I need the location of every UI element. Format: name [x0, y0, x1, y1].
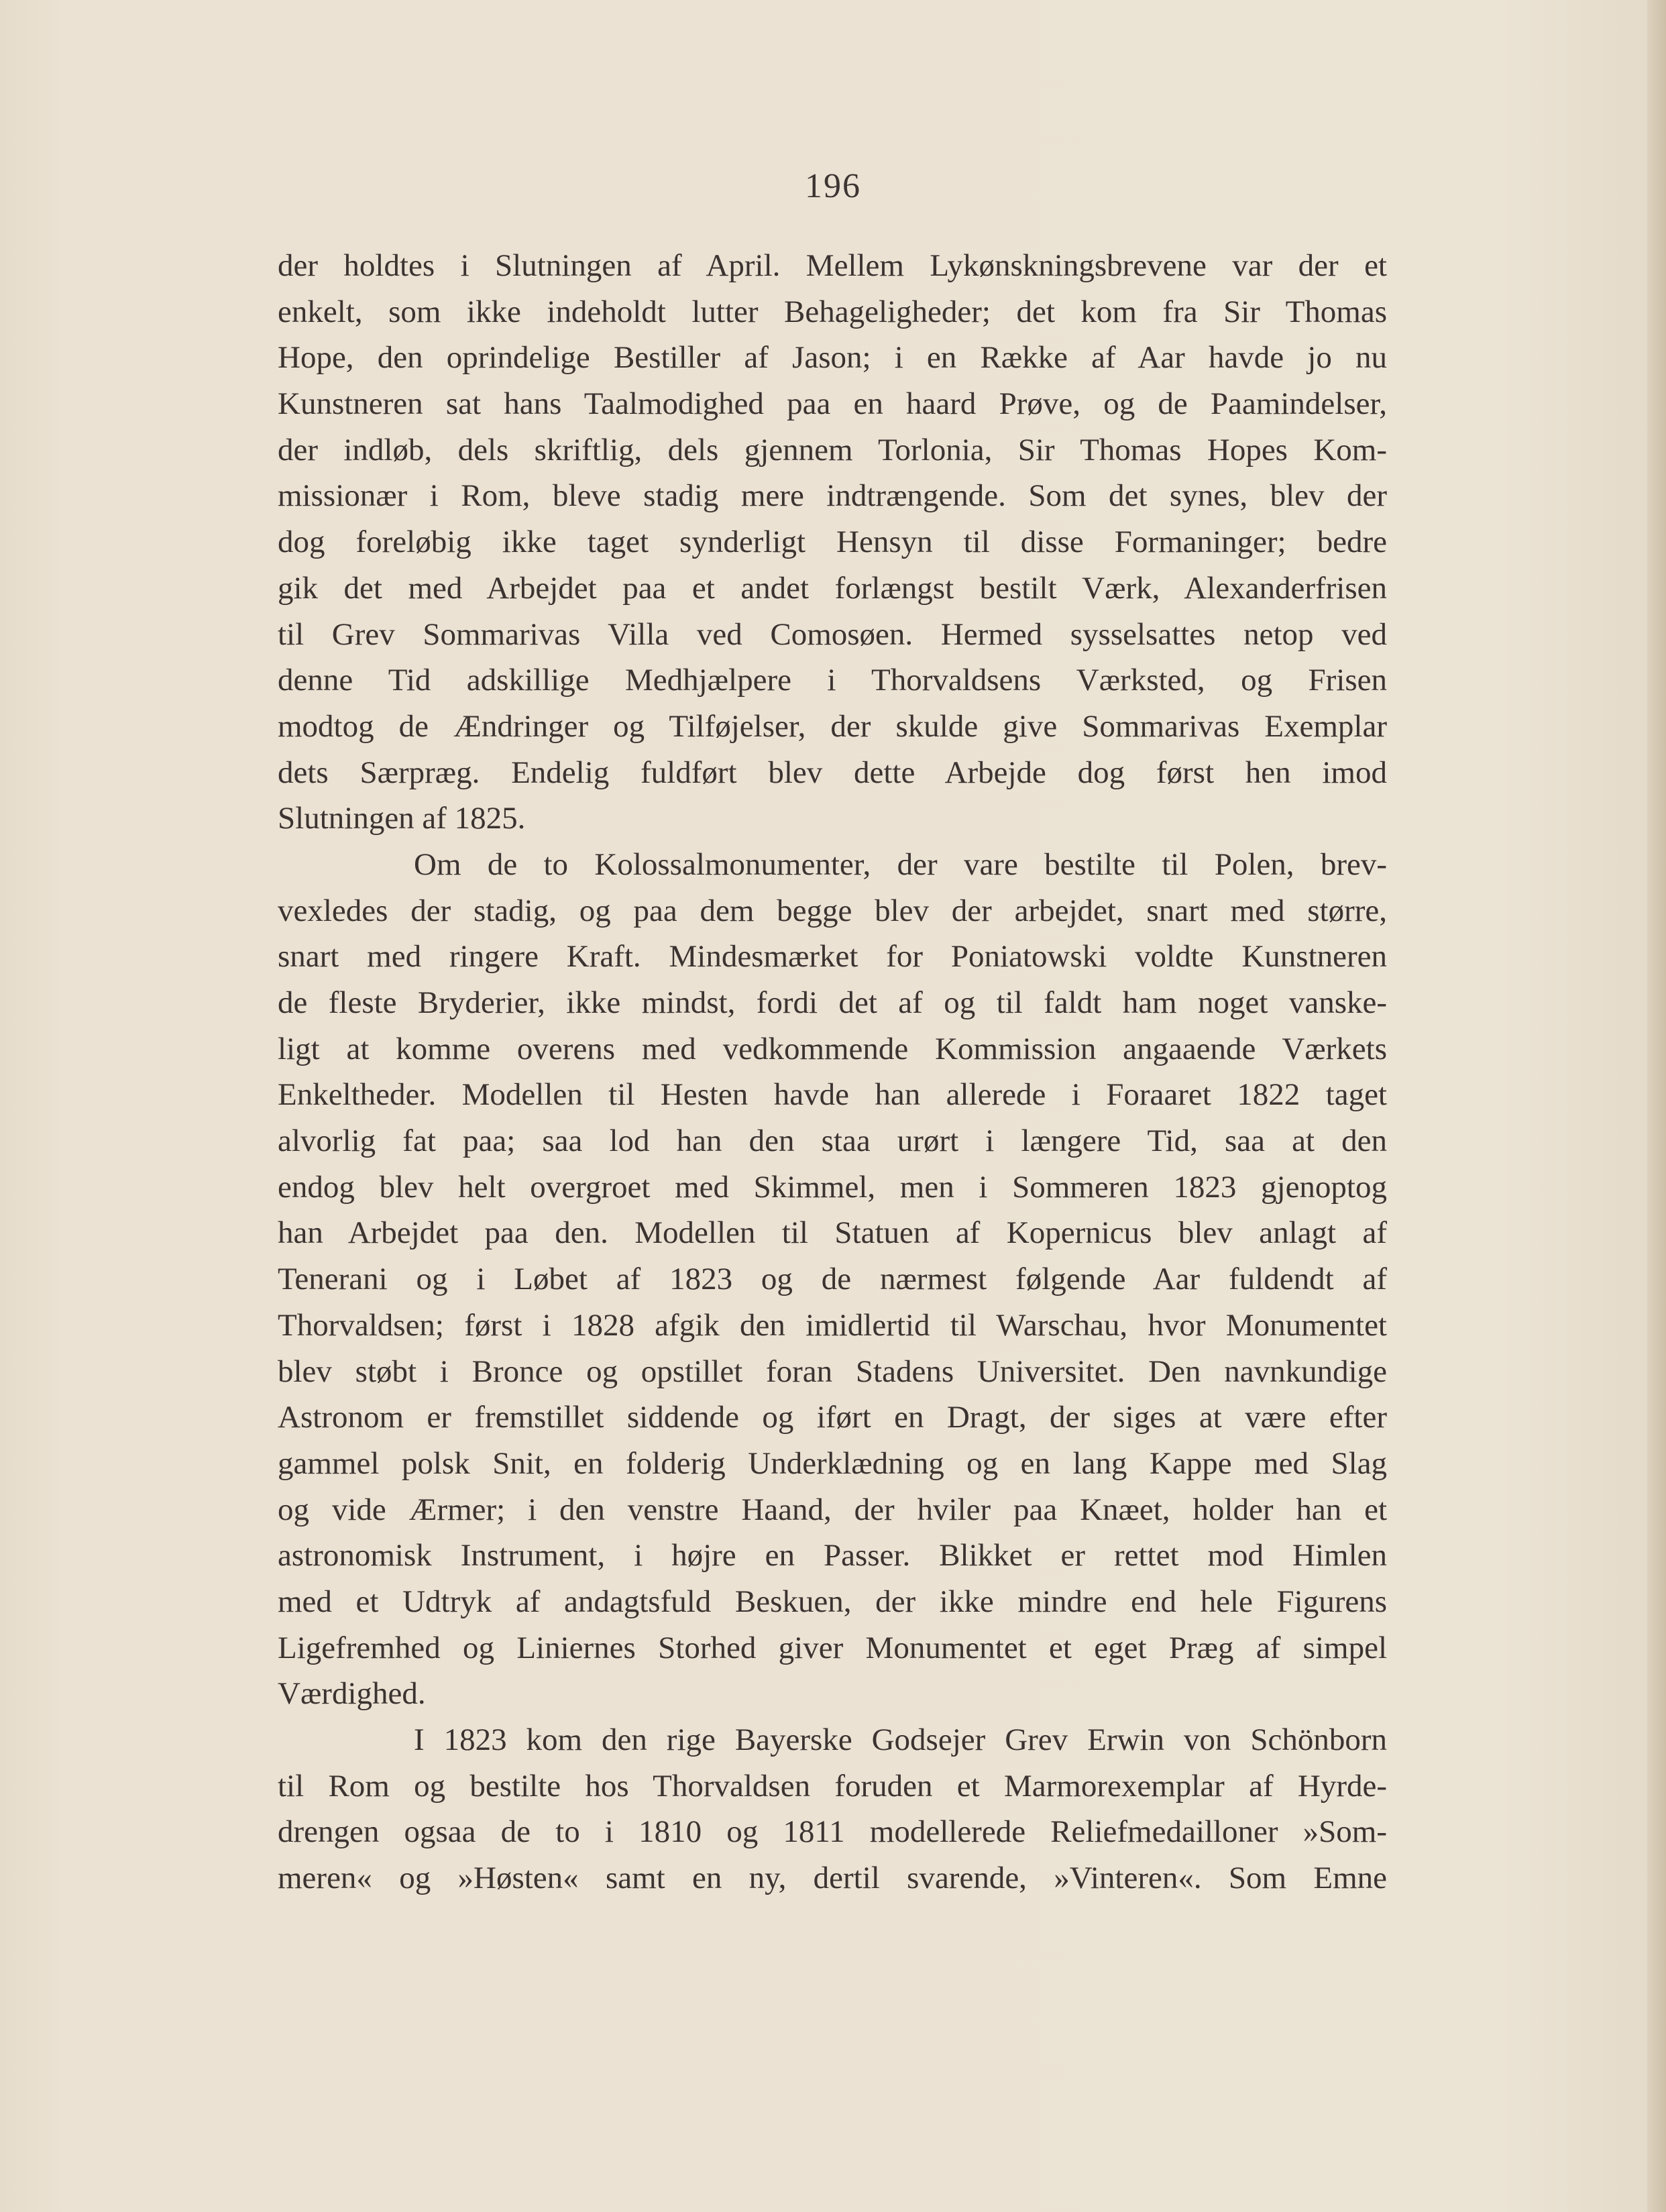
text-line: der indløb, dels skriftlig, dels gjennem Torlonia, Sir Thomas Hopes Kom- — [278, 432, 1387, 467]
text-line: med et Udtryk af andagtsfuld Beskuen, der ikke mindre end hele Figurens — [278, 1584, 1387, 1619]
text-line: Enkeltheder. Modellen til Hesten havde han allerede i Foraaret 1822 taget — [278, 1077, 1387, 1113]
text-line: Om de to Kolossalmonumenter, der vare bestilte til Polen, brev- — [414, 846, 1387, 882]
text-line: til Grev Sommarivas Villa ved Comosøen. Hermed sysselsattes netop ved — [278, 616, 1387, 652]
text-line: snart med ringere Kraft. Mindesmærket for Poniatowski voldte Kunstneren — [278, 939, 1387, 975]
text-line: der holdtes i Slutningen af April. Mellem Lykønskningsbrevene var der et — [278, 248, 1387, 283]
text-line: ligt at komme overens med vedkommende Kommission angaaende Værkets — [278, 1031, 1387, 1066]
text-line: endog blev helt overgroet med Skimmel, men i Sommeren 1823 gjenoptog — [278, 1169, 1387, 1205]
text-line: dog foreløbig ikke taget synderligt Hensyn til disse Formaninger; bedre — [278, 524, 1387, 560]
text-line: meren« og »Høsten« samt en ny, dertil svarende, »Vinteren«. Som Emne — [278, 1861, 1387, 1896]
text-line: dets Særpræg. Endelig fuldført blev dette Arbejde dog først hen imod — [278, 755, 1387, 790]
body-text — [278, 243, 1387, 1901]
page-edge-shadow — [1647, 0, 1666, 2212]
text-line: han Arbejdet paa den. Modellen til Statuen af Kopernicus blev anlagt af — [278, 1215, 1387, 1251]
text-line: de fleste Bryderier, ikke mindst, fordi det af og til faldt ham noget vanske- — [278, 985, 1387, 1020]
text-line: Tenerani og i Løbet af 1823 og de nærmest følgende Aar fuldendt af — [278, 1262, 1387, 1297]
text-line: Værdighed. — [278, 1676, 426, 1712]
text-line: enkelt, som ikke indeholdt lutter Behageligheder; det kom fra Sir Thomas — [278, 294, 1387, 329]
text-line: blev støbt i Bronce og opstillet foran Stadens Universitet. Den navnkundige — [278, 1353, 1387, 1389]
text-line: missionær i Rom, bleve stadig mere indtrængende. Som det synes, blev der — [278, 478, 1387, 514]
text-line: gik det med Arbejdet paa et andet forlængst bestilt Værk, Alexanderfrisen — [278, 570, 1387, 606]
text-line: Hope, den oprindelige Bestiller af Jason; i en Række af Aar havde jo nu — [278, 340, 1387, 376]
text-line: modtog de Ændringer og Tilføjelser, der skulde give Sommarivas Exemplar — [278, 708, 1387, 744]
text-line: Thorvaldsen; først i 1828 afgik den imidlertid til Warschau, hvor Monumentet — [278, 1307, 1387, 1343]
text-line: Slutningen af 1825. — [278, 801, 526, 836]
text-line: gammel polsk Snit, en folderig Underklædning og en lang Kappe med Slag — [278, 1445, 1387, 1481]
page-number: 196 — [805, 167, 861, 205]
text-line: alvorlig fat paa; saa lod han den staa urørt i længere Tid, saa at den — [278, 1123, 1387, 1159]
text-line: og vide Ærmer; i den venstre Haand, der hviler paa Knæet, holder han et — [278, 1492, 1387, 1527]
text-line: til Rom og bestilte hos Thorvaldsen foruden et Marmorexemplar af Hyrde- — [278, 1768, 1387, 1804]
text-line: astronomisk Instrument, i højre en Passer. Blikket er rettet mod Himlen — [278, 1538, 1387, 1573]
text-line: denne Tid adskillige Medhjælpere i Thorvaldsens Værksted, og Frisen — [278, 663, 1387, 698]
text-line: drengen ogsaa de to i 1810 og 1811 modellerede Reliefmedailloner »Som- — [278, 1814, 1387, 1850]
text-line: Ligefremhed og Liniernes Storhed giver Monumentet et eget Præg af simpel — [278, 1630, 1387, 1665]
text-line: I 1823 kom den rige Bayerske Godsejer Grev Erwin von Schönborn — [414, 1722, 1387, 1757]
text-line: Kunstneren sat hans Taalmodighed paa en haard Prøve, og de Paamindelser, — [278, 386, 1387, 422]
text-line: vexledes der stadig, og paa dem begge blev der arbejdet, snart med større, — [278, 893, 1387, 928]
text-line: Astronom er fremstillet siddende og iført en Dragt, der siges at være efter — [278, 1400, 1387, 1435]
